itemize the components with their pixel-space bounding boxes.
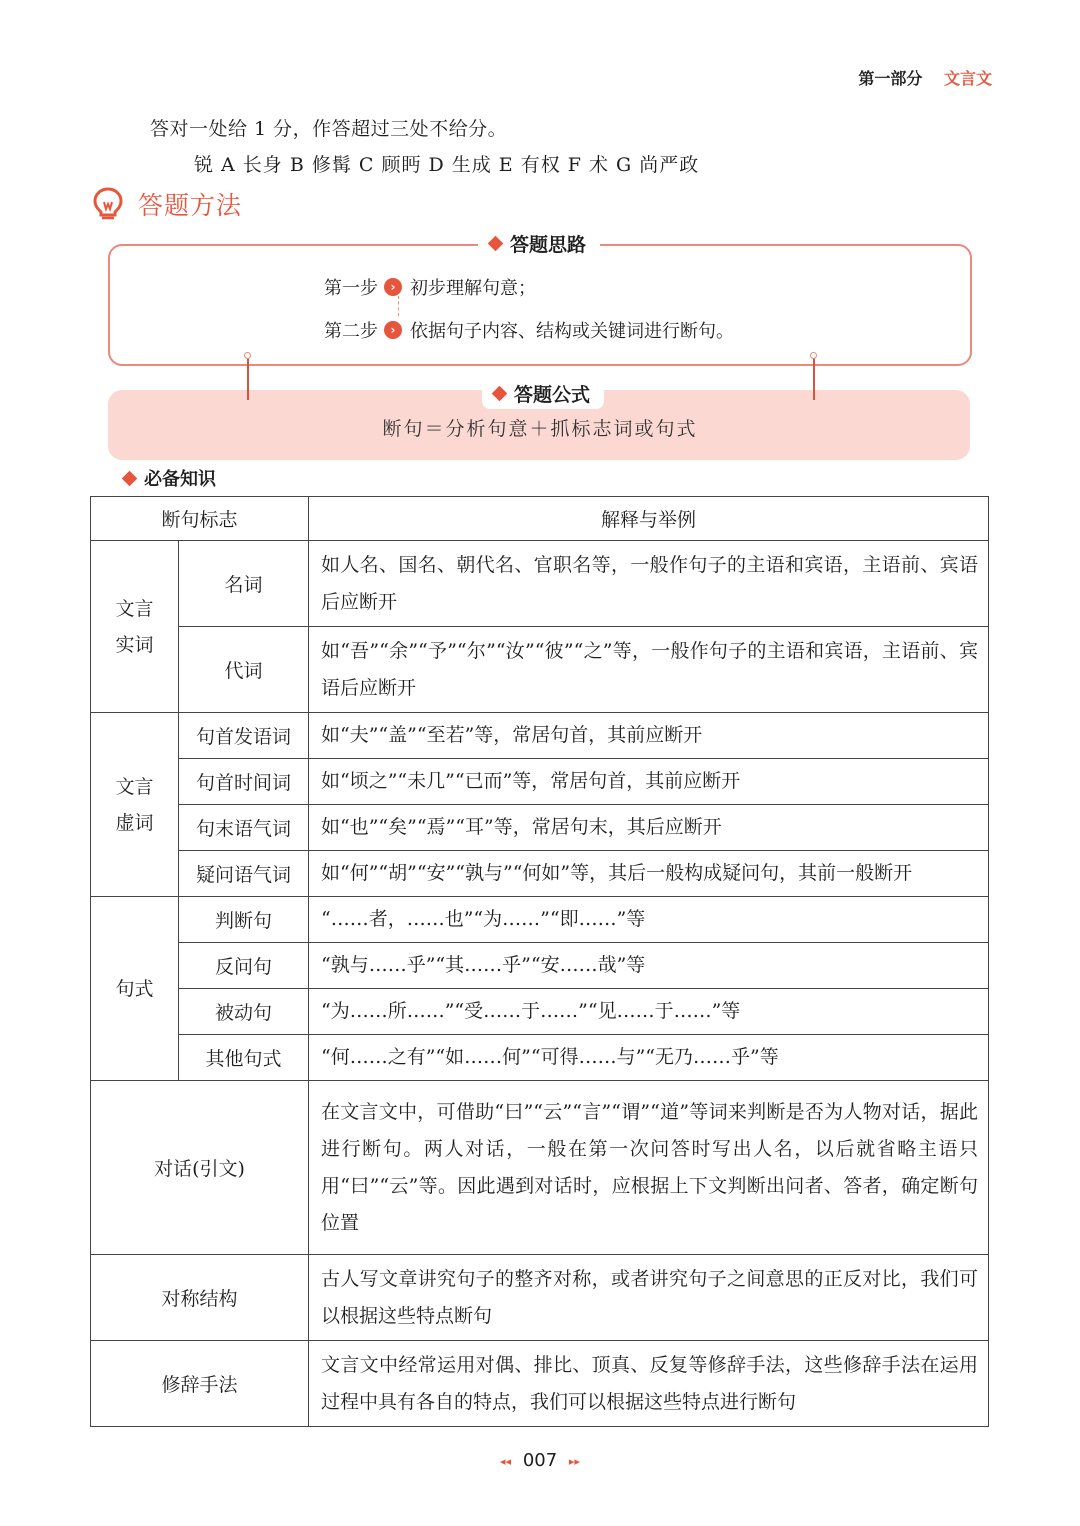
method-section-title [92, 186, 242, 222]
table-desc: “何……之有”“如……何”“可得……与”“无乃……乎”等 [309, 1035, 989, 1081]
table-row [91, 1035, 989, 1081]
table-label: 修辞手法 [91, 1341, 309, 1427]
formula-text: 断句＝分析句意＋抓标志词或句式 [382, 418, 698, 440]
chevron-right-icon: › [384, 278, 402, 296]
thinking-label-text: 答题思路 [510, 234, 587, 256]
table-desc: 如“吾”“余”“予”“尔”“汝”“彼”“之”等，一般作句子的主语和宾语，主语前、宾语后应断开 [309, 627, 989, 713]
table-label: 被动句 [179, 989, 309, 1035]
connector-line [813, 356, 815, 400]
chevron-right-icon: › [384, 321, 402, 339]
table-desc: 如“夫”“盖”“至若”等，常居句首，其前应断开 [309, 713, 989, 759]
knowledge-table [90, 496, 989, 1427]
part-label: 第一部分 [858, 69, 923, 88]
table-row [91, 1081, 989, 1255]
diamond-icon [488, 236, 504, 252]
step-connector [398, 296, 399, 316]
step-1 [324, 274, 536, 300]
intro-line-2: 锐 A 长身 B 修髯 C 顾眄 D 生成 E 有权 F 术 G 尚严政 [194, 154, 700, 176]
table-header: 断句标志 [91, 497, 309, 541]
table-desc: 如“也”“矣”“焉”“耳”等，常居句末，其后应断开 [309, 805, 989, 851]
knowledge-title [124, 465, 216, 491]
table-desc: 如“顷之”“未几”“已而”等，常居句首，其前应断开 [309, 759, 989, 805]
table-desc: 古人写文章讲究句子的整齐对称，或者讲究句子之间意思的正反对比，我们可以根据这些特点断句 [309, 1255, 989, 1341]
connector-dot [810, 352, 817, 359]
table-label: 判断句 [179, 897, 309, 943]
double-arrow-right-icon: ▸▸ [568, 1454, 580, 1468]
step-2 [324, 317, 734, 343]
thinking-box [108, 244, 972, 366]
step-text: 初步理解句意； [410, 278, 536, 299]
step-name: 第二步 [324, 321, 378, 342]
knowledge-title-text: 必备知识 [144, 469, 216, 490]
table-desc: “……者，……也”“为……”“即……”等 [309, 897, 989, 943]
table-row [91, 1341, 989, 1427]
table-desc: 如人名、国名、朝代名、官职名等，一般作句子的主语和宾语，主语前、宾语后应断开 [309, 541, 989, 627]
table-label: 对称结构 [91, 1255, 309, 1341]
table-row [91, 897, 989, 943]
table-label: 疑问语气词 [179, 851, 309, 897]
table-desc: 如“何”“胡”“安”“孰与”“何如”等，其后一般构成疑问句，其前一般断开 [309, 851, 989, 897]
step-name: 第一步 [324, 278, 378, 299]
subject-label: 文言文 [943, 69, 992, 88]
step-text: 依据句子内容、结构或关键词进行断句。 [410, 321, 734, 342]
table-row [91, 627, 989, 713]
table-category: 句式 [91, 897, 179, 1081]
diamond-icon [492, 386, 508, 402]
double-arrow-left-icon: ◂◂ [500, 1454, 512, 1468]
table-row [91, 989, 989, 1035]
table-desc: 在文言文中，可借助“曰”“云”“言”“谓”“道”等词来判断是否为人物对话，据此进行断句。两人对话，一般在第一次问答时写出人名，以后就省略主语只用“曰”“云”等。因此遇到对话时，应根据上下文判断出问者、答者，确定断句位置 [309, 1081, 989, 1255]
table-label: 代词 [179, 627, 309, 713]
table-category [91, 541, 179, 713]
connector-line [247, 356, 249, 400]
table-row [91, 713, 989, 759]
table-row [91, 805, 989, 851]
category-text: 文言实词 [115, 597, 154, 656]
lightbulb-icon [92, 186, 124, 222]
table-row [91, 1255, 989, 1341]
table-category [91, 713, 179, 897]
table-header-row [91, 497, 989, 541]
page-number: 007 [522, 1450, 558, 1471]
table-label: 句首发语词 [179, 713, 309, 759]
table-row [91, 943, 989, 989]
table-label: 对话(引文) [91, 1081, 309, 1255]
table-header: 解释与举例 [309, 497, 989, 541]
method-title-text: 答题方法 [138, 191, 243, 220]
table-label: 其他句式 [179, 1035, 309, 1081]
table-label: 名词 [179, 541, 309, 627]
table-row [91, 851, 989, 897]
intro-line-1: 答对一处给 1 分，作答超过三处不给分。 [150, 118, 508, 140]
table-row [91, 541, 989, 627]
table-label: 句首时间词 [179, 759, 309, 805]
table-label: 句末语气词 [179, 805, 309, 851]
formula-label [482, 376, 604, 409]
table-desc: “孰与……乎”“其……乎”“安……哉”等 [309, 943, 989, 989]
thinking-label [478, 230, 600, 257]
table-desc: “为……所……”“受……于……”“见……于……”等 [309, 989, 989, 1035]
category-text: 文言虚词 [115, 775, 154, 834]
table-label: 反问句 [179, 943, 309, 989]
diamond-icon [122, 470, 138, 486]
formula-label-text: 答题公式 [514, 384, 591, 406]
page-footer [0, 1450, 1080, 1471]
table-desc: 文言文中经常运用对偶、排比、顶真、反复等修辞手法，这些修辞手法在运用过程中具有各自的特点，我们可以根据这些特点进行断句 [309, 1341, 989, 1427]
page-header [858, 66, 992, 89]
connector-dot [244, 352, 251, 359]
table-row [91, 759, 989, 805]
